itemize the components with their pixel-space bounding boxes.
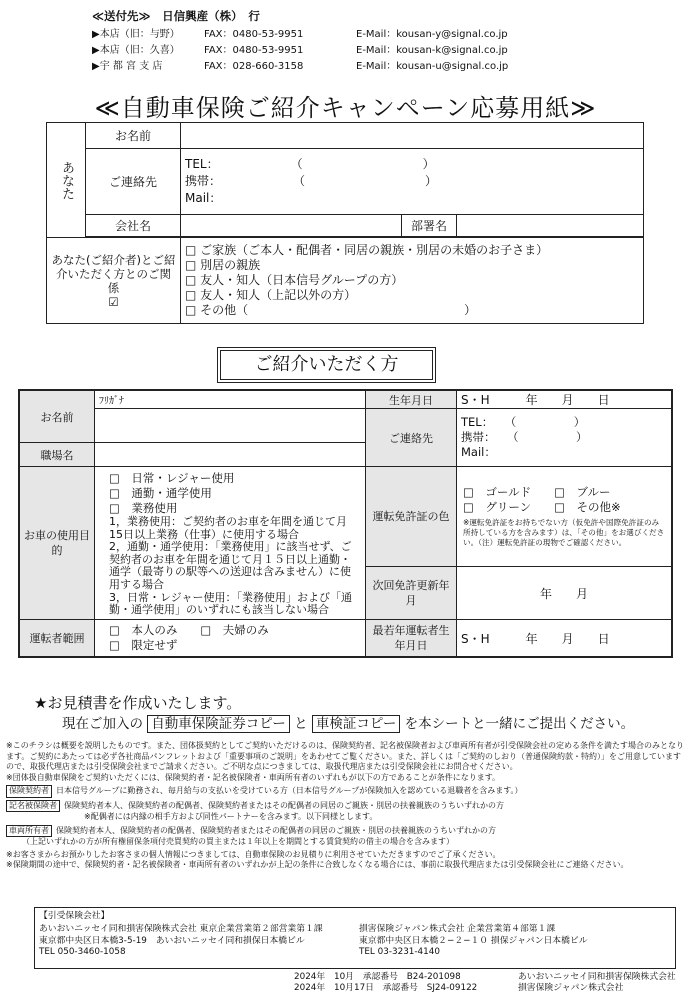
owner-tag: 車両所有者: [6, 825, 52, 838]
referrer-company-label: 会社名: [86, 215, 181, 237]
referred-mail: Mail：: [461, 445, 496, 459]
branch-email: E-Mail：kousan-k@signal.co.jp: [356, 45, 508, 56]
job-field[interactable]: [95, 443, 366, 467]
branch-name: ▶本店（旧：久喜）: [92, 45, 180, 56]
referred-mobile: 携帯： （ ）: [461, 430, 588, 444]
usage-option[interactable]: □ 業務使用: [109, 501, 178, 515]
driver-range-option[interactable]: □ 本人のみ □ 夫婦のみ: [109, 623, 269, 637]
relationship-option[interactable]: □ 別居の親族: [185, 258, 261, 272]
note-text: ※配偶者には内縁の相手方および同性パートナーを含みます。以下同様とします。: [84, 812, 378, 821]
branch-email: E-Mail：kousan-u@signal.co.jp: [356, 61, 509, 72]
usage-note: 2，通勤・通学使用：「業務使用」に該当せず、ご契約者のお車を年間を通じて月１５日以上通勤・通学（最寄りの駅等への送迎は含みません）に使用する場合: [109, 540, 352, 591]
referred-contact-label: ご連絡先: [366, 409, 457, 467]
referrer-dept-label: 部署名: [402, 215, 457, 237]
renewal-label: 次回免許更新年月: [366, 567, 457, 619]
license-option[interactable]: □ ゴールド □ ブルー: [463, 485, 611, 500]
insurer-a: あいおいニッセイ同和損害保険株式会社 東京企業営業第２部営業第１課 東京都中央区日本橋3-5-19 あいおいニッセイ同和損保日本橋ビル TEL 050-3460-1058: [39, 924, 323, 957]
kana-field[interactable]: ﾌﾘｶﾞﾅ: [95, 390, 366, 409]
usage-label: お車の使用目的: [19, 467, 95, 620]
approval-line: 2024年 10月 承認番号 B24-201098 2024年 10月17日 承認番号 SJ24-09122: [294, 972, 478, 993]
referred-name-label: お名前: [19, 390, 95, 443]
relationship-option[interactable]: □ ご家族（ご本人・配偶者・同居の親族・別居の未婚のお子さま）: [185, 243, 549, 257]
job-label: 職場名: [19, 443, 95, 467]
notes: [6, 741, 686, 871]
relationship-option[interactable]: □ 友人・知人（上記以外の方）: [185, 288, 357, 302]
driver-range-option[interactable]: □ 限定せず: [109, 638, 178, 652]
license-note: ※運転免許証をお持ちでない方（仮免許や国際免許証のみ所持している方を含みます）は、「その他」をお選びください。（注）運転免許証の現物でご確認ください。: [463, 518, 665, 548]
license-options: [457, 467, 673, 567]
check-icon: ☑: [108, 294, 119, 309]
estimate-heading: ★お見積書を作成いたします。: [34, 694, 242, 712]
referred-table: [18, 389, 673, 658]
branch-row: [92, 59, 508, 75]
referrer-tel: TEL： （ ）: [185, 157, 435, 171]
note-text: ※お客さまからお預かりしたお客さまの個人情報につきましては、自動車保険のお見積りに利用させていただきますのでご了承ください。: [6, 849, 501, 859]
usage-note: 3，日常・レジャー使用：「業務使用」および「通勤・通学使用」のいずれにも該当しない場合: [109, 590, 353, 617]
inspection-copy-box: 車検証コピー: [312, 715, 400, 733]
referrer-table: [46, 122, 644, 324]
insurer-box: [34, 907, 676, 969]
referrer-contact-label: ご連絡先: [86, 149, 181, 215]
note-text: ※このチラシは概要を説明したものです。また、団体扱契約としてご契約いただけるのは、保険契約者、記名被保険者および車両所有者が引受保険会社の定める条件を満たす場合のみとなります。ご契約にあたっては必ず各社商品パンフレットおよび「重要事項のご説明」をあわせてご覧ください。また、詳しくは「ご契約のしおり（普通保険約款・特約）」をご用意していますので、取扱代理店または引受保険会社までご請求ください。ご不明な点につきましては、取扱代理店または引受保険会社にお問合せください。: [6, 741, 685, 771]
referrer-name-field[interactable]: [181, 123, 644, 149]
referrer-company-field[interactable]: [181, 215, 402, 237]
insurer-label: 【引受保険会社】: [39, 911, 110, 921]
usage-options: [95, 467, 366, 620]
policyholder-tag: 保険契約者: [6, 785, 52, 798]
you-side-label: あなた: [47, 123, 86, 238]
birth-field[interactable]: S・H 年 月 日: [457, 390, 673, 409]
referrer-contact-field[interactable]: [181, 149, 644, 215]
note-text: ※団体扱自動車保険をご契約いただくには、保険契約者・記名被保険者・車両所有者のいずれもが以下の方であることが条件になります。: [6, 772, 501, 782]
section-heading-box: [217, 347, 436, 383]
policy-copy-box: 自動車保険証券コピー: [147, 715, 289, 733]
estimate-instruction: 現在ご加入の 自動車保険証券コピー と 車検証コピー を本シートと一緒にご提出ください。: [62, 716, 635, 732]
youngest-driver-field[interactable]: S・H 年 月 日: [457, 619, 673, 657]
youngest-driver-label: 最若年運転者生年月日: [366, 619, 457, 657]
branch-name: ▶宇 都 宮 支 店: [92, 61, 163, 72]
note-text: 保険契約者本人、保険契約者の配偶者、保険契約者またはその配偶者の同居のご親族・別居の扶養親族のうちいずれかの方: [64, 800, 504, 810]
relationship-option[interactable]: □ 友人・知人（日本信号グループの方）: [185, 273, 404, 287]
referred-contact-field[interactable]: [457, 409, 673, 467]
approval-company: あいおいニッセイ同和損害保険株式会社 損害保険ジャパン株式会社: [518, 972, 676, 993]
insured-tag: 記名被保険者: [6, 800, 60, 813]
referrer-mail: Mail：: [185, 191, 222, 205]
referred-name-field[interactable]: [95, 409, 366, 443]
note-text: ※保険期間の途中で、保険契約者・記名被保険者・車両所有者のいずれかが上記の条件に合致しなくなる場合には、事前に取扱代理店または引受保険会社にご連絡ください。: [6, 860, 629, 869]
insurer-b: 損害保険ジャパン株式会社 企業営業第４部第１課 東京都中央区日本橋２−２−１０ 損保ジャパン日本橋ビル TEL 03-3231-4140: [359, 924, 588, 957]
license-option[interactable]: □ グリーン □ その他※: [463, 500, 621, 515]
relationship-label: あなた(ご紹介者)とご紹介いただく方とのご関係 ☑: [47, 238, 181, 324]
branch-fax: FAX：028-660-3158: [204, 61, 304, 72]
renewal-field[interactable]: 年 月: [457, 567, 673, 619]
referrer-mobile: 携帯： （ ）: [185, 174, 438, 188]
usage-option[interactable]: □ 通勤・通学使用: [109, 486, 212, 500]
branch-row: [92, 43, 508, 59]
branch-fax: FAX：0480-53-9951: [204, 29, 304, 40]
referred-tel: TEL： （ ）: [461, 415, 586, 429]
note-text: 日本信号グループに勤務され、毎月給与の支払いを受けている方（日本信号グループが保険加入を認めている退職者を含みます。）: [56, 786, 523, 795]
referrer-name-label: お名前: [86, 123, 181, 149]
send-to-heading: ≪送付先≫ 日信興産（株） 行: [92, 9, 260, 23]
branch-email: E-Mail：kousan-y@signal.co.jp: [356, 29, 508, 40]
referrer-dept-field[interactable]: [457, 215, 644, 237]
driver-range-label: 運転者範囲: [19, 619, 95, 657]
branch-name: ▶本店（旧：与野）: [92, 29, 180, 40]
referred-heading: ご紹介いただく方: [220, 350, 433, 380]
note-text: （上記いずれかの方が所有権留保条項付売買契約の買主または１年以上を期間とする賃貸契約の借主の場合を含みます）: [22, 837, 454, 846]
relationship-options: [181, 238, 644, 324]
usage-note: 1，業務使用：ご契約者のお車を年間を通じて月15日以上業務（仕事）に使用する場合: [109, 515, 347, 541]
branch-row: [92, 27, 508, 43]
branch-list: [92, 27, 508, 75]
license-label: 運転免許証の色: [366, 467, 457, 567]
relationship-option[interactable]: □ その他（ ）: [185, 303, 477, 317]
birth-label: 生年月日: [366, 390, 457, 409]
note-text: 保険契約者本人、保険契約者の配偶者、保険契約者またはその配偶者の同居のご親族・別居の扶養親族のうちいずれかの方: [56, 825, 496, 835]
usage-option[interactable]: □ 日常・レジャー使用: [109, 471, 235, 485]
page-title: ≪自動車保険ご紹介キャンペーン応募用紙≫: [94, 94, 597, 122]
driver-range-options: [95, 619, 366, 657]
branch-fax: FAX：0480-53-9951: [204, 45, 304, 56]
